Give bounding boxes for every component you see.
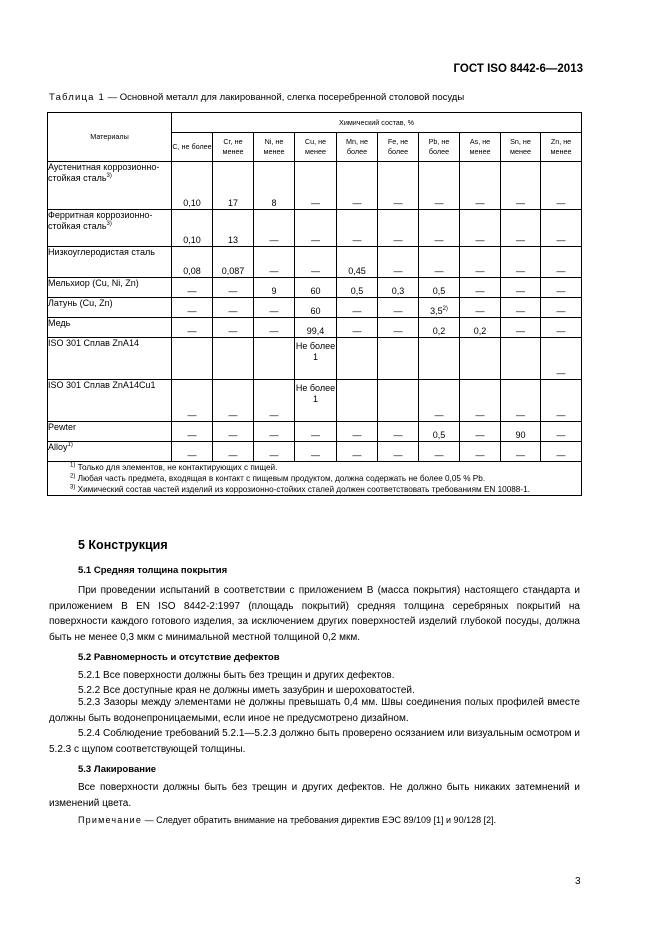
paragraph bbox=[49, 583, 580, 645]
value-text: — bbox=[187, 430, 197, 440]
column-header: Pb, не более bbox=[419, 133, 460, 162]
value-text: 0,08 bbox=[183, 266, 201, 276]
value-text: — bbox=[228, 286, 238, 296]
footnote-mark: 2) bbox=[70, 473, 76, 480]
material-name bbox=[48, 422, 172, 442]
value-text: — bbox=[516, 450, 525, 460]
value-cell bbox=[378, 298, 419, 318]
standard-code: ГОСТ ISO 8442-6—2013 bbox=[453, 63, 583, 75]
value-cell bbox=[501, 442, 541, 462]
value-text: — bbox=[269, 235, 279, 245]
value-cell bbox=[172, 298, 213, 318]
value-text: — bbox=[556, 235, 566, 245]
value-cell bbox=[295, 422, 337, 442]
value-cell bbox=[172, 422, 213, 442]
value-text: — bbox=[311, 450, 320, 460]
value-text: Не более 1 bbox=[295, 341, 336, 362]
value-cell bbox=[378, 442, 419, 462]
value-text: — bbox=[393, 266, 403, 276]
value-text: — bbox=[556, 306, 566, 316]
value-cell bbox=[337, 338, 378, 380]
table-row bbox=[48, 210, 582, 247]
value-cell bbox=[419, 278, 460, 298]
value-cell bbox=[419, 298, 460, 318]
value-text: — bbox=[393, 198, 403, 208]
value-cell bbox=[501, 247, 541, 278]
value-text: — bbox=[269, 450, 279, 460]
value-cell bbox=[172, 162, 213, 210]
column-header: Cu, не менее bbox=[295, 133, 337, 162]
value-cell bbox=[295, 278, 337, 298]
value-cell bbox=[541, 247, 582, 278]
value-text: — bbox=[475, 286, 485, 296]
value-cell bbox=[378, 247, 419, 278]
material-name-text: ISO 301 Сплав ZnA14Cu1 bbox=[48, 380, 156, 390]
value-cell bbox=[337, 210, 378, 247]
value-cell bbox=[419, 210, 460, 247]
value-cell bbox=[460, 247, 501, 278]
value-text: 60 bbox=[310, 286, 321, 296]
value-text: — bbox=[393, 450, 403, 460]
paragraph-text: Все поверхности должны быть без трещин и других дефектов. Не должно быть никаких затемнений и изменений цвета. bbox=[49, 782, 580, 809]
value-text: 0,087 bbox=[221, 266, 245, 276]
value-text: — bbox=[516, 306, 525, 316]
value-cell bbox=[378, 380, 419, 422]
value-cell bbox=[295, 318, 337, 338]
footnote-ref: 3) bbox=[106, 221, 112, 227]
value-text: — bbox=[393, 235, 403, 245]
value-text: — bbox=[311, 430, 320, 440]
value-text: — bbox=[352, 450, 362, 460]
paragraph bbox=[49, 726, 580, 757]
value-text: — bbox=[516, 266, 525, 276]
value-cell bbox=[172, 380, 213, 422]
page-number: 3 bbox=[575, 876, 581, 887]
value-cell bbox=[254, 298, 295, 318]
value-text: — bbox=[269, 306, 279, 316]
value-text: — bbox=[434, 266, 444, 276]
value-text: — bbox=[311, 198, 320, 208]
footnote bbox=[48, 484, 581, 495]
value-cell bbox=[337, 442, 378, 462]
table-caption-text: — Основной металл для лакированной, слегка посеребренной столовой посуды bbox=[104, 92, 465, 103]
value-text: — bbox=[475, 198, 485, 208]
footnote-mark: 3) bbox=[70, 484, 76, 491]
value-cell bbox=[378, 338, 419, 380]
value-cell bbox=[295, 210, 337, 247]
value-cell bbox=[172, 338, 213, 380]
footnote-mark: 1) bbox=[70, 462, 76, 469]
value-text: — bbox=[434, 410, 444, 420]
value-cell bbox=[378, 278, 419, 298]
material-name-text: Alloy bbox=[48, 442, 68, 452]
footnote-text: Только для элементов, не контактирующих с пищей. bbox=[75, 463, 278, 472]
value-text: — bbox=[556, 286, 566, 296]
material-name bbox=[48, 380, 172, 422]
material-name bbox=[48, 247, 172, 278]
value-cell bbox=[460, 162, 501, 210]
table-row bbox=[48, 338, 582, 380]
value-text: — bbox=[187, 410, 197, 420]
value-text: — bbox=[228, 326, 238, 336]
paragraph-text: 5.2.3 Зазоры между элементами не должны превышать 0,4 мм. Швы соединения полых профилей вместе должны быть водонепроницаемыми, если иное не предусмотрено дизайном. bbox=[49, 697, 580, 724]
value-cell bbox=[213, 338, 254, 380]
value-cell bbox=[460, 318, 501, 338]
value-cell bbox=[541, 318, 582, 338]
table-row bbox=[48, 318, 582, 338]
paragraph bbox=[49, 695, 580, 726]
column-header: Fe, не более bbox=[378, 133, 419, 162]
value-cell bbox=[254, 380, 295, 422]
footnote-ref: 2) bbox=[442, 306, 448, 312]
value-text: — bbox=[393, 306, 403, 316]
value-cell bbox=[419, 338, 460, 380]
value-cell bbox=[541, 380, 582, 422]
value-text: — bbox=[516, 326, 525, 336]
value-cell bbox=[213, 162, 254, 210]
value-cell bbox=[172, 318, 213, 338]
value-cell bbox=[419, 318, 460, 338]
value-cell bbox=[419, 442, 460, 462]
subsection-title: 5.3 Лакирование bbox=[78, 764, 157, 775]
value-text: — bbox=[269, 430, 279, 440]
value-cell bbox=[541, 442, 582, 462]
value-cell bbox=[541, 210, 582, 247]
table-row bbox=[48, 162, 582, 210]
value-cell bbox=[460, 442, 501, 462]
value-cell bbox=[213, 380, 254, 422]
value-cell bbox=[501, 210, 541, 247]
value-text: — bbox=[352, 430, 362, 440]
value-cell bbox=[213, 210, 254, 247]
value-cell bbox=[213, 318, 254, 338]
value-text: — bbox=[516, 410, 525, 420]
value-text: 0,5 bbox=[432, 286, 446, 296]
value-text: — bbox=[311, 266, 320, 276]
table-row bbox=[48, 298, 582, 318]
material-name-text: Pewter bbox=[48, 422, 77, 432]
value-cell bbox=[337, 380, 378, 422]
value-text: — bbox=[516, 286, 525, 296]
value-text: 13 bbox=[227, 235, 238, 245]
value-cell bbox=[419, 380, 460, 422]
remark bbox=[78, 815, 496, 825]
material-name bbox=[48, 442, 172, 462]
value-cell bbox=[501, 422, 541, 442]
value-cell bbox=[460, 278, 501, 298]
value-cell bbox=[337, 162, 378, 210]
value-cell bbox=[254, 210, 295, 247]
table-row bbox=[48, 442, 582, 462]
value-text: — bbox=[228, 450, 238, 460]
column-header: As, не менее bbox=[460, 133, 501, 162]
value-cell bbox=[213, 422, 254, 442]
value-cell bbox=[254, 338, 295, 380]
material-name-text: Латунь (Cu, Zn) bbox=[48, 298, 113, 308]
value-text: 0,5 bbox=[350, 286, 364, 296]
remark-label: Примечание bbox=[78, 815, 143, 825]
material-name-text: Медь bbox=[48, 318, 71, 328]
value-text: — bbox=[556, 266, 566, 276]
value-cell bbox=[295, 298, 337, 318]
value-text: — bbox=[228, 430, 238, 440]
value-text: — bbox=[352, 326, 362, 336]
value-text: — bbox=[475, 266, 485, 276]
chemical-composition-header: Химический состав, % bbox=[172, 113, 582, 133]
value-text: — bbox=[475, 235, 485, 245]
value-text: — bbox=[187, 286, 197, 296]
value-text: — bbox=[352, 306, 362, 316]
table-caption bbox=[49, 92, 464, 103]
value-cell bbox=[254, 318, 295, 338]
value-cell bbox=[460, 298, 501, 318]
value-cell bbox=[501, 318, 541, 338]
value-cell bbox=[337, 298, 378, 318]
paragraph: 5.2.2 Все доступные края не должны иметь зазубрин и шероховатостей. bbox=[78, 685, 415, 696]
value-cell bbox=[172, 278, 213, 298]
material-name bbox=[48, 298, 172, 318]
value-text: 8 bbox=[271, 198, 277, 208]
column-header: Ni, не менее bbox=[254, 133, 295, 162]
value-text: — bbox=[269, 326, 279, 336]
value-cell bbox=[254, 442, 295, 462]
value-cell bbox=[172, 247, 213, 278]
footnote bbox=[48, 473, 581, 484]
value-cell bbox=[254, 422, 295, 442]
value-text: 60 bbox=[310, 306, 321, 316]
table-row bbox=[48, 247, 582, 278]
value-cell bbox=[501, 298, 541, 318]
value-text: 0,5 bbox=[432, 430, 446, 440]
value-text: 0,45 bbox=[348, 266, 366, 276]
value-text: — bbox=[556, 368, 566, 378]
value-text: — bbox=[352, 198, 362, 208]
value-cell bbox=[254, 278, 295, 298]
footnote-ref: 3) bbox=[106, 173, 112, 179]
value-cell bbox=[541, 298, 582, 318]
value-cell bbox=[419, 422, 460, 442]
value-text: 9 bbox=[271, 286, 277, 296]
value-cell bbox=[295, 247, 337, 278]
value-cell bbox=[337, 422, 378, 442]
paragraph-text: 5.2.4 Соблюдение требований 5.2.1—5.2.3 должно быть проверено осязанием или визуальным осмотром и 5.2.3 с щупом соответствующей толщины. bbox=[49, 728, 580, 755]
value-cell bbox=[501, 338, 541, 380]
value-cell bbox=[419, 247, 460, 278]
value-cell bbox=[378, 318, 419, 338]
paragraph-text: При проведении испытаний в соответствии с приложением В (масса покрытия) настоящего стандарта и приложением В EN ISO 8442-2:1997 (площадь покрытий) средняя толщина серебряных покрытий на поверхности каждого готового изделия, за исключением других поверхностей изделий глубокой посуды, должна быть не менее 0,3 мкм с минимальной местной толщиной 0,2 мкм. bbox=[49, 585, 580, 643]
value-text: — bbox=[475, 430, 485, 440]
value-cell bbox=[254, 162, 295, 210]
subsection-title: 5.1 Средняя толщина покрытия bbox=[78, 565, 228, 576]
value-cell bbox=[460, 422, 501, 442]
value-text: 0,10 bbox=[183, 235, 201, 245]
footnote bbox=[48, 462, 581, 473]
value-text: — bbox=[187, 306, 197, 316]
value-text: — bbox=[187, 326, 197, 336]
value-cell bbox=[378, 210, 419, 247]
value-cell bbox=[172, 442, 213, 462]
value-text: 0,10 bbox=[183, 198, 201, 208]
material-name bbox=[48, 278, 172, 298]
material-name bbox=[48, 338, 172, 380]
value-text: — bbox=[228, 410, 238, 420]
value-cell bbox=[213, 442, 254, 462]
material-name bbox=[48, 210, 172, 247]
materials-header: Материалы bbox=[48, 113, 172, 162]
value-text: — bbox=[556, 410, 566, 420]
value-cell bbox=[378, 162, 419, 210]
value-text: 3,5 bbox=[430, 306, 443, 316]
value-text: — bbox=[556, 450, 566, 460]
paragraph: 5.2.1 Все поверхности должны быть без трещин и других дефектов. bbox=[78, 670, 395, 681]
value-text: — bbox=[516, 235, 525, 245]
material-name-text: Мельхиор (Cu, Ni, Zn) bbox=[48, 278, 139, 288]
value-text: — bbox=[556, 430, 566, 440]
value-cell bbox=[295, 338, 337, 380]
value-text: — bbox=[475, 410, 485, 420]
value-cell bbox=[541, 422, 582, 442]
table-row bbox=[48, 380, 582, 422]
material-name-text: Аустенитная коррозионно-стойкая сталь bbox=[48, 162, 160, 183]
column-header: Sn, не менее bbox=[501, 133, 541, 162]
value-text: — bbox=[228, 306, 238, 316]
footnote-text: Химический состав частей изделий из коррозионно-стойких сталей должен соответствовать требованиям EN 10088-1. bbox=[75, 485, 530, 494]
value-cell bbox=[337, 247, 378, 278]
value-text: — bbox=[434, 450, 444, 460]
value-cell bbox=[172, 210, 213, 247]
value-text: — bbox=[556, 198, 566, 208]
subsection-title: 5.2 Равномерность и отсутствие дефектов bbox=[78, 652, 280, 663]
material-name-text: Низкоуглеродистая сталь bbox=[48, 247, 155, 257]
value-text: — bbox=[475, 450, 485, 460]
value-text: — bbox=[434, 198, 444, 208]
column-header: Zn, не менее bbox=[541, 133, 582, 162]
footnote-ref: 1) bbox=[67, 442, 73, 448]
table-row bbox=[48, 422, 582, 442]
value-cell bbox=[213, 247, 254, 278]
column-header: Cr, не менее bbox=[213, 133, 254, 162]
column-header: Mn, не более bbox=[337, 133, 378, 162]
value-text: — bbox=[269, 410, 279, 420]
value-cell bbox=[460, 338, 501, 380]
value-text: — bbox=[556, 326, 566, 336]
value-cell bbox=[337, 278, 378, 298]
table-caption-label: Таблица 1 bbox=[49, 92, 105, 103]
value-cell bbox=[541, 338, 582, 380]
value-text: 99,4 bbox=[306, 326, 325, 336]
value-cell bbox=[541, 162, 582, 210]
value-text: — bbox=[187, 450, 197, 460]
footnote-text: Любая часть предмета, входящая в контакт с пищевым продуктом, должна содержать не более 0,05 % Pb. bbox=[75, 474, 486, 483]
value-text: 90 bbox=[515, 430, 526, 440]
value-text: — bbox=[352, 235, 362, 245]
column-header: C, не более bbox=[172, 133, 213, 162]
value-text: — bbox=[434, 235, 444, 245]
material-name bbox=[48, 162, 172, 210]
value-text: — bbox=[516, 198, 525, 208]
material-name-text: Ферритная коррозионно-стойкая сталь bbox=[48, 210, 153, 231]
value-cell bbox=[378, 422, 419, 442]
value-cell bbox=[337, 318, 378, 338]
value-text: — bbox=[393, 326, 403, 336]
value-cell bbox=[295, 380, 337, 422]
value-cell bbox=[419, 162, 460, 210]
value-text: — bbox=[311, 235, 320, 245]
value-cell bbox=[541, 278, 582, 298]
value-text: — bbox=[393, 430, 403, 440]
value-text: — bbox=[269, 266, 279, 276]
value-cell bbox=[501, 162, 541, 210]
value-text: 0,3 bbox=[391, 286, 405, 296]
value-cell bbox=[501, 278, 541, 298]
section-title: 5 Конструкция bbox=[78, 538, 168, 552]
value-text: 0,2 bbox=[473, 326, 487, 336]
value-cell bbox=[254, 247, 295, 278]
material-name bbox=[48, 318, 172, 338]
value-cell bbox=[460, 380, 501, 422]
value-cell bbox=[213, 298, 254, 318]
table-footnotes bbox=[48, 462, 582, 496]
value-cell bbox=[295, 162, 337, 210]
material-name-text: ISO 301 Сплав ZnA14 bbox=[48, 338, 139, 348]
paragraph bbox=[49, 780, 580, 811]
remark-text: — Следует обратить внимание на требования директив ЕЭС 89/109 [1] и 90/128 [2]. bbox=[142, 815, 497, 825]
value-text: 0,2 bbox=[432, 326, 446, 336]
value-text: Не более 1 bbox=[295, 383, 336, 404]
value-cell bbox=[213, 278, 254, 298]
value-cell bbox=[501, 380, 541, 422]
value-cell bbox=[295, 442, 337, 462]
value-text: — bbox=[475, 306, 485, 316]
composition-table bbox=[47, 112, 582, 496]
value-cell bbox=[460, 210, 501, 247]
value-text: 17 bbox=[227, 198, 238, 208]
table-row bbox=[48, 278, 582, 298]
